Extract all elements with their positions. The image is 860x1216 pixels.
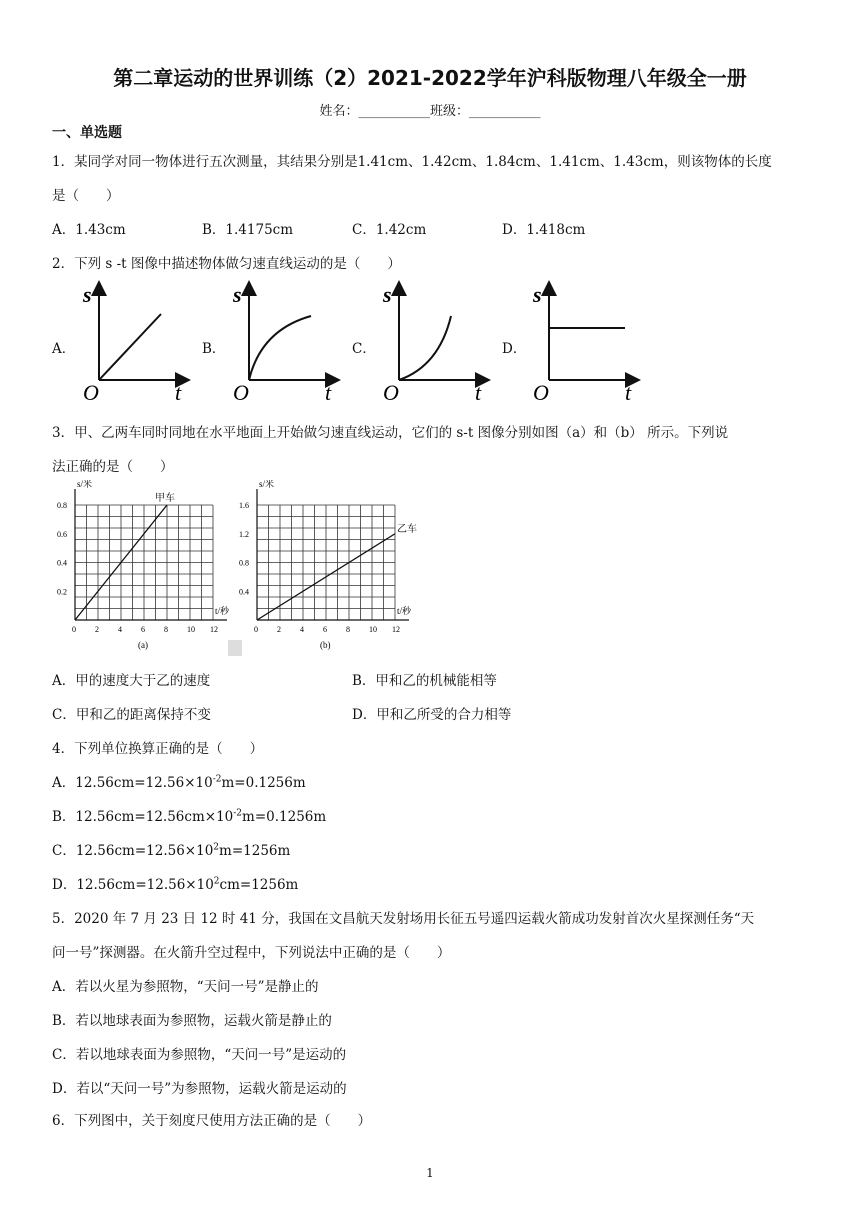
q4-option-b: B．$12.56cm=12.56cm\times 10^{-2}m=0.1256m$ (52, 808, 327, 825)
x-tick-label: 6 (141, 625, 145, 634)
svg-text:s: s (533, 282, 542, 307)
svg-text:O: O (533, 380, 549, 405)
y-tick-label: 0.8 (239, 558, 249, 568)
q1-option-c: C．1.42cm (352, 222, 427, 238)
q4-option-a: A．$12.56cm=12.56\times 10^{-2}m=0.1256m$ (52, 774, 306, 791)
q1-stem-line1: 1．某同学对同一物体进行五次测量，其结果分别是1.41cm、1.42cm、1.84cm、1.41cm、1.43cm，则该物体的长度 (52, 154, 772, 170)
q5-option-b: B．若以地球表面为参照物，运载火箭是静止的 (52, 1013, 332, 1029)
x-tick-label: 0 (254, 625, 258, 634)
svg-text:O: O (233, 380, 249, 405)
q5-option-d: D．若以“天问一号”为参照物，运载火箭是运动的 (52, 1081, 347, 1097)
x-tick-label: 12 (392, 625, 400, 634)
name-class-row: 姓名：___________班级：___________ (319, 104, 541, 119)
x-tick-label: 4 (300, 625, 304, 634)
q5-stem-line2: 问一号”探测器。在火箭升空过程中，下列说法中正确的是（ ） (52, 945, 451, 961)
q3-option-d: D．甲和乙所受的合力相等 (352, 707, 512, 723)
y-axis-label: s/米 (259, 480, 275, 489)
series-name: 乙车 (397, 523, 417, 535)
x-axis-label: t/秒 (215, 606, 230, 616)
q2-a-curve (99, 314, 161, 380)
svg-text:t: t (325, 380, 332, 405)
svg-text:t: t (175, 380, 182, 405)
q2-option-d-label: D． (502, 341, 527, 357)
q1-option-b: B．1.4175cm (202, 222, 294, 238)
y-tick-label: 0.2 (57, 587, 67, 597)
q5-option-c: C．若以地球表面为参照物，“天问一号”是运动的 (52, 1047, 347, 1063)
q3-chart-b (232, 480, 432, 655)
series-name: 甲车 (155, 493, 175, 504)
q3-chart-a (50, 480, 240, 655)
x-axis-label: t/秒 (397, 606, 412, 616)
x-tick-label: 2 (277, 625, 281, 634)
x-tick-label: 2 (95, 625, 99, 634)
svg-text:O: O (83, 380, 99, 405)
page-number: 1 (426, 1166, 434, 1180)
q2-b-curve (249, 316, 311, 380)
y-tick-label: 0.8 (57, 501, 67, 510)
q1-option-d: D．1.418cm (502, 222, 586, 238)
section-heading: 一、单选题 (52, 125, 122, 141)
x-tick-label: 0 (72, 625, 76, 634)
svg-text:t: t (475, 380, 482, 405)
y-tick-label: 0.4 (57, 558, 67, 568)
x-tick-label: 4 (118, 625, 122, 634)
y-axis-label: s/米 (77, 480, 93, 489)
document-title: 第二章运动的世界训练（2）2021-2022学年沪科版物理八年级全一册 (113, 66, 747, 90)
q2-graph-b (225, 280, 345, 405)
q5-stem-line1: 5．2020 年 7 月 23 日 12 时 41 分，我国在文昌航天发射场用长征五号遥四运载火箭成功发射首次火星探测任务“天 (52, 911, 755, 927)
x-tick-label: 10 (369, 625, 377, 634)
q4-option-d: D．$12.56cm=12.56\times 10^2cm=1256m$ (52, 876, 299, 893)
y-tick-label: 1.6 (239, 501, 249, 510)
q2-c-curve (399, 316, 451, 380)
q2-option-a-label: A． (52, 341, 76, 357)
q4-stem: 4．下列单位换算正确的是（ ） (52, 741, 264, 757)
q3-option-b: B．甲和乙的机械能相等 (352, 673, 497, 689)
y-tick-label: 1.2 (239, 529, 249, 539)
q2-graph-d (525, 280, 645, 405)
q2-option-c-label: C． (352, 341, 376, 357)
q2-stem: 2．下列 s -t 图像中描述物体做匀速直线运动的是（ ） (52, 256, 401, 272)
svg-text:t: t (625, 380, 632, 405)
q1-stem-line2: 是（ ） (52, 188, 120, 204)
y-tick-label: 0.6 (57, 529, 67, 539)
q1-option-a: A．1.43cm (52, 222, 126, 238)
chart-caption: (a) (138, 640, 148, 650)
chart-caption: (b) (320, 640, 331, 650)
q2-option-b-label: B． (202, 341, 226, 357)
q3-option-a: A．甲的速度大于乙的速度 (52, 673, 211, 689)
svg-text:s: s (233, 282, 242, 307)
q6-stem: 6．下列图中，关于刻度尺使用方法正确的是（ ） (52, 1113, 372, 1129)
x-tick-label: 12 (210, 625, 218, 634)
x-tick-label: 6 (323, 625, 327, 634)
q3-stem-line1: 3．甲、乙两车同时同地在水平地面上开始做匀速直线运动，它们的 s-t 图像分别如图（a）和（b） 所示。下列说 (52, 425, 729, 441)
q3-stem-line2: 法正确的是（ ） (52, 459, 174, 475)
x-tick-label: 10 (187, 625, 195, 634)
scan-smudge (228, 640, 242, 656)
svg-text:s: s (383, 282, 392, 307)
svg-text:O: O (383, 380, 399, 405)
q2-graph-a (75, 280, 195, 405)
q5-option-a: A．若以火星为参照物，“天问一号”是静止的 (52, 979, 319, 995)
q2-graph-c (375, 280, 495, 405)
svg-text:s: s (83, 282, 92, 307)
q4-option-c: C．$12.56cm=12.56\times 10^2m=1256m$ (52, 842, 291, 859)
y-tick-label: 0.4 (239, 587, 249, 597)
q3-option-c: C．甲和乙的距离保持不变 (52, 707, 211, 723)
x-tick-label: 8 (346, 625, 350, 634)
x-tick-label: 8 (164, 625, 168, 634)
